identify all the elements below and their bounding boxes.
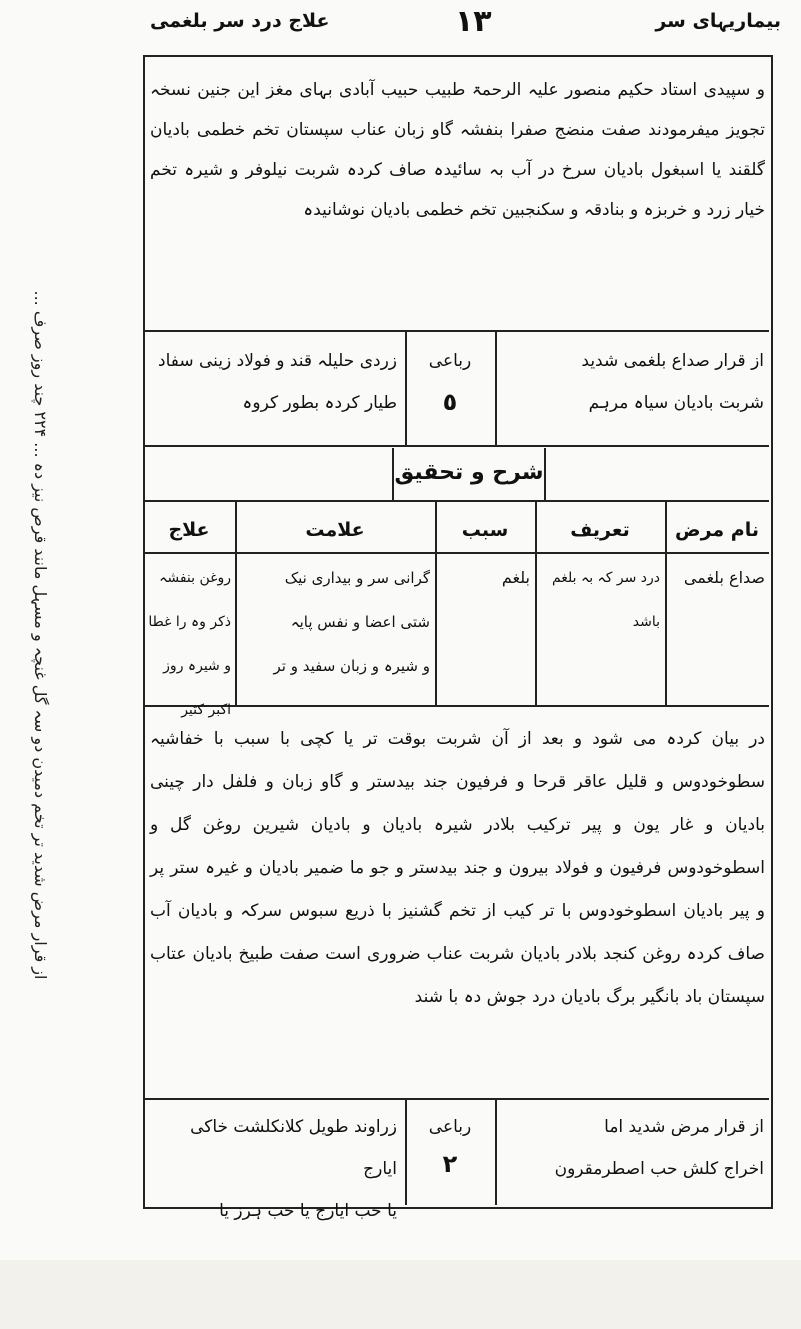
table-header-cause: سبب — [461, 519, 509, 541]
rule — [143, 330, 769, 332]
table-cell-line: شتی اعضا و نفس پایہ — [290, 613, 430, 631]
table-cell-line: بلغم — [501, 568, 530, 587]
table-cell-line: درد سر کہ بہ بلغم باشد — [551, 570, 660, 630]
page-number: ۱۳ — [455, 4, 492, 39]
table-cell-cause — [440, 556, 530, 600]
table-header-definition: تعریف — [570, 519, 630, 541]
section-title: شرح و تحقیق — [392, 448, 546, 502]
running-title-left: علاج درد سر بلغمی — [150, 10, 330, 32]
table-cell-treatment — [147, 556, 231, 732]
table-cell-line: گرانی سر و بیداری نیک — [284, 569, 430, 587]
table-cell-disease — [670, 556, 765, 600]
prescription-1-right — [502, 340, 764, 424]
rule — [405, 330, 407, 445]
prescription-1-left-line: زردی حلیلہ قند و فولاد زینی سفاد — [158, 351, 397, 371]
prescription-1-count: ٥ — [442, 388, 458, 416]
table-cell-line: صداع بلغمی — [683, 568, 765, 587]
table-header-treatment: علاج — [168, 519, 210, 541]
table-header-disease: نام مرض — [675, 519, 759, 541]
prescription-2-right-line: از قرار مرض شدید اما — [604, 1117, 764, 1137]
prescription-2-left-line: یا حب ایارج یا حب ہرز یا — [219, 1201, 397, 1221]
prescription-2-label: رباعی — [428, 1117, 472, 1137]
rule — [143, 445, 769, 447]
table-cell-line: و شیرہ و زبان سفید و تر — [273, 657, 430, 675]
table-cell-line: ذکر وہ را غطا — [148, 614, 231, 630]
prescription-1-left-line: طیار کردہ بطور کروہ — [242, 393, 397, 413]
table-cell-signs — [240, 556, 430, 688]
rule — [143, 1098, 769, 1100]
prescription-2-left — [152, 1106, 397, 1232]
explanation-paragraph: در بیان کردہ می شود و بعد از آن شربت بوقت تر یا کچی با سبب با خفاشیہ سطوخودوس و قلیل عاقر قرحا و فرفیون جند بیدستر و گاو زبان و فلفل دار چینی بادیان و غار یون و پیر ترکیب بلادر شیرہ بادیان و بادیان شیرین روغن گل و اسطوخودوس فرفیون و فولاد بیرون و جند بیدستر و جو ما ضمیر بادیان و غیرہ ستر پر و پیر بادیان اسطوخودوس با تر کیب از تخم گشنیز با ذریع سبوس سرکہ و بادیان آب صاف کردہ روغن کنجد بلادر بادیان شربت عناب ضروری است صفت طبیخ بادیان عتاب سپستان باد بانگیر برگ بادیان درد جوش دہ با شند — [150, 729, 765, 1007]
table-cell-line: و شیرہ روز اکبر کثیر — [163, 658, 231, 718]
table-cell-line: روغن بنفشہ — [159, 570, 231, 586]
margin-note: از قرار مرض شدید تر تخم دمیدن دو سہ گل غنچہ و مسہل مانند قرص نیز دہ ... ٢٢۴ چند روز صرف ... — [31, 290, 50, 980]
prescription-2-left-line: زراوند طویل کلانکلشت خاکی ایارج — [190, 1117, 397, 1179]
prescription-2-right-line: اخراج کلش حب اصطرمقرون — [554, 1159, 764, 1179]
prescription-1-right-line: از قرار صداع بلغمی شدید — [581, 351, 764, 371]
rule — [495, 330, 497, 445]
rule — [143, 705, 769, 707]
table-header-signs: علامت — [305, 519, 365, 541]
prescription-1-left — [152, 340, 397, 424]
prescription-2-count: ٢ — [442, 1150, 458, 1178]
running-title-right: بیماریہای سر — [655, 10, 781, 32]
prescription-1-right-line: شربت بادیان سیاہ مرہم — [588, 393, 764, 413]
bottom-margin — [0, 1260, 801, 1329]
intro-paragraph: و سپیدی استاد حکیم منصور علیہ الرحمۃ طبیب حبیب آبادی بہای مغز این جنین نسخہ تجویز میفرمودند صفت منضج صفرا بنفشہ گاو زبان عناب سپستان تخم خطمی بادیان گلقند یا اسبغول بادیان سرخ در آب بہ سائیدہ صاف کردہ شربت نیلوفر و شیرہ تخم خیار زرد و خربزہ و بنادقہ و سکنجبین تخم خطمی بادیان نوشانیدہ — [150, 80, 765, 220]
table-cell-definition — [540, 556, 660, 644]
rule — [495, 1098, 497, 1205]
prescription-1-label: رباعی — [428, 351, 472, 371]
prescription-2-right — [502, 1106, 764, 1190]
rule — [405, 1098, 407, 1205]
